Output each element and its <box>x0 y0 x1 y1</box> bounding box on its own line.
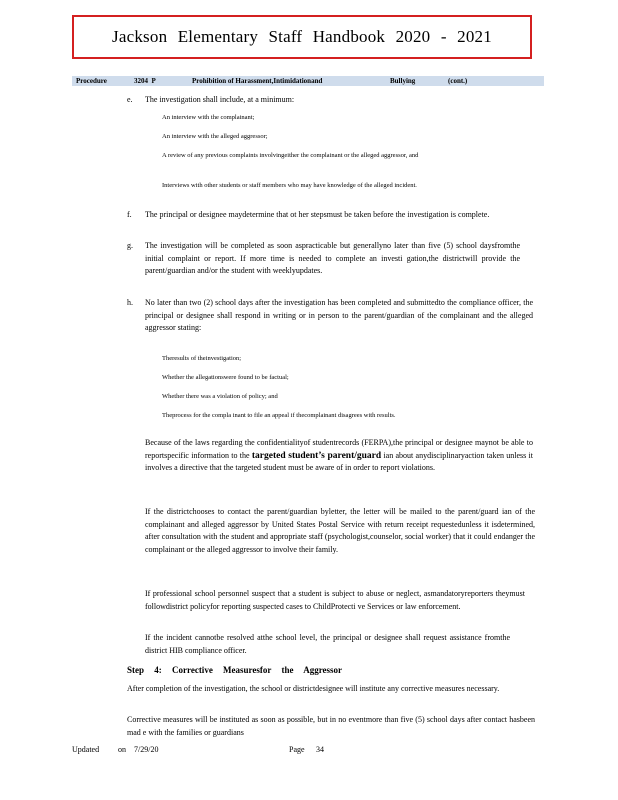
footer-page-number: 34 <box>316 745 324 754</box>
h-bullet-2: Whether the allegationswere found to be factual; <box>162 374 289 381</box>
e-bullet-4: Interviews with other students or staff members who may have knowledge of the alleged incident. <box>162 182 417 189</box>
e-bullet-2: An interview with the alleged aggressor; <box>162 133 268 140</box>
step-4-heading: Step 4: Corrective Measuresfor the Aggressor <box>127 665 343 675</box>
footer-on-label: on <box>118 745 126 754</box>
e-bullet-3: A review of any previous complaints involvingeither the complainant or the alleged aggressor, and <box>162 152 419 159</box>
h-bullet-3: Whether there was a violation of policy; and <box>162 393 278 400</box>
procedure-header-bar <box>72 76 544 86</box>
procedure-title-continued: Bullying <box>390 77 416 85</box>
item-g-text: The investigation will be completed as soon aspracticable but generallyno later than five (5) school daysfromthe initial complaint or report. If more time is needed to complete an investi gation,the districtwill provide the parent/guardian and/or the student with weeklyupdates. <box>145 241 520 275</box>
item-f-text: The principal or designee maydetermine that ot her stepsmust be taken before the investigation is complete. <box>145 210 490 219</box>
ferpa-paragraph: Because of the laws regarding the confidentialityof studentrecords (FERPA),the principal or designee maynot be able to reportspecific information to the targeted student’s parent/guard ian about anydisciplinaryaction taken unless it involves a directive that the targeted student must be aware of in order to report violations. <box>145 438 534 472</box>
procedure-label: Procedure <box>76 77 107 85</box>
step-4-paragraph-1: After completion of the investigation, the school or districtdesignee will institute any corrective measures necessary. <box>127 684 500 693</box>
footer-updated-label: Updated <box>72 745 100 754</box>
step-4-paragraph-2: Corrective measures will be instituted as soon as possible, but in no eventmore than five (5) school days after contact hasbeen mad e with the families or guardians <box>127 715 535 737</box>
item-letter-h: h. <box>127 298 133 307</box>
unresolved-incident-paragraph: If the incident cannotbe resolved atthe school level, the principal or designee shall request assistance fromthe district HIB compliance officer. <box>145 633 510 655</box>
item-e-text: The investigation shall include, at a minimum: <box>145 95 295 104</box>
item-letter-f: f. <box>127 210 132 219</box>
procedure-title: Prohibition of Harassment,Intimidationand <box>192 77 323 85</box>
mandatory-reporter-paragraph: If professional school personnel suspect that a student is subject to abuse or neglect, asmandatoryreporters theymust followdistrict policyfor reporting suspected cases to ChildProtecti ve Services or law enforcement. <box>145 589 525 611</box>
page-title: Jackson Elementary Staff Handbook 2020 - 2021 <box>112 27 492 46</box>
item-h-text: No later than two (2) school days after the investigation has been completed and submittedto the compliance officer, the principal or designee shall respond in writing or in person to the parent/guardian of the complainant and the alleged aggressor stating: <box>145 298 533 332</box>
procedure-number: 3204 P <box>134 77 156 85</box>
h-bullet-1: Theresults of theinvestigation; <box>162 355 242 362</box>
footer-updated-date: 7/29/20 <box>134 745 159 754</box>
parent-contact-paragraph: If the districtchooses to contact the parent/guardian byletter, the letter will be mailed to the parent/guard ian of the complainant and alleged aggressor by United States Postal Service with return receipt requestedunless it isdetermined, after consultation with the student and appropriate staff (psychologist,counselor, social worker) that it could endanger the complainant or the alleged aggressor to involve their family. <box>145 507 535 554</box>
procedure-cont-label: (cont.) <box>448 77 468 85</box>
e-bullet-1: An interview with the complainant; <box>162 114 255 121</box>
item-letter-e: e. <box>127 95 133 104</box>
footer-page-label: Page <box>289 745 305 754</box>
h-bullet-4: Theprocess for the compla inant to file an appeal if thecomplainant disagrees with results. <box>162 412 396 419</box>
handbook-title-box <box>72 15 532 59</box>
item-letter-g: g. <box>127 241 133 250</box>
